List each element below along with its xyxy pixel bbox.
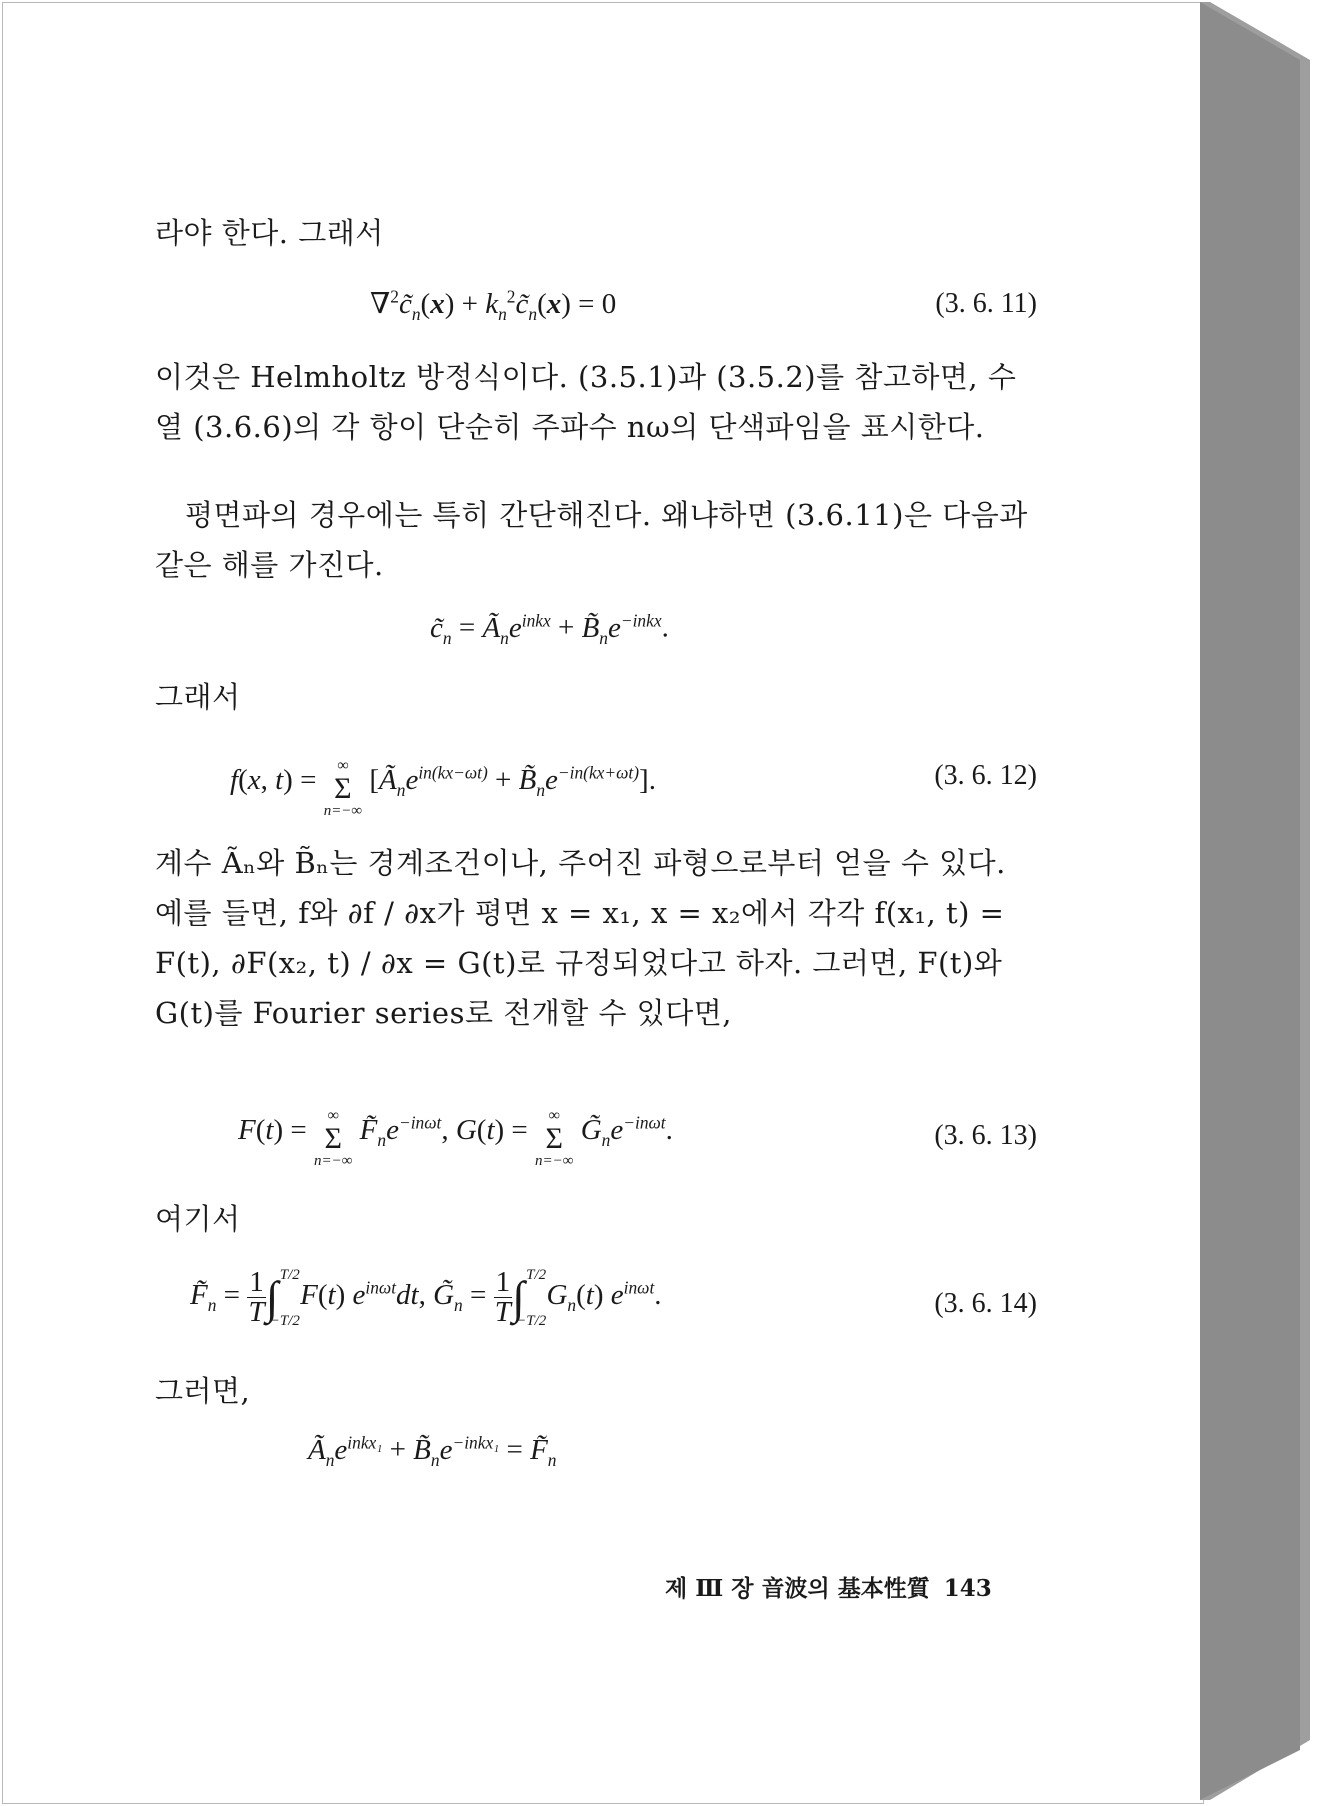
- equation-plane-wave: $c̃_n$ = $Ã_ne^{inkx}$ + $B̃_ne^{-inkx}$.: [430, 610, 669, 648]
- paragraph-6: 여기서: [155, 1202, 241, 1236]
- equation-3-6-11: $\nabla^2c̃_n(x)$ + $k_n^2c̃_n(x) = 0$: [370, 286, 617, 324]
- paragraph-3: 평면파의 경우에는 특히 간단해진다. 왜냐하면 (3.6.11)은 다음과 같은 해를 가진다.: [155, 498, 1028, 582]
- paragraph-4: 그래서: [155, 680, 241, 714]
- paragraph-7: 그러면,: [155, 1374, 251, 1408]
- equation-3-6-13: F(t) = ∞ Σ n=−∞ $F̃_ne^{-in\omega t}$, G(t) = ∞ Σ n=−∞ $G̃_ne^{-in\omega t}$.: [238, 1107, 673, 1169]
- paragraph-1: 라야 한다. 그래서: [155, 216, 384, 250]
- equation-boundary: $Ã_ne^{inkx_1}$ + $B̃_ne^{-inkx_1}$ = $F̃_n$: [308, 1432, 557, 1470]
- equation-number-3-6-11: (3. 6. 11): [935, 288, 1037, 319]
- chapter-title: 제 Ⅲ 장 音波의 基本性質: [665, 1575, 930, 1602]
- equation-3-6-12: f(x, t) = ∞ Σ n=−∞ [$Ã_ne^{in(kx-\omega t)}$ + $B̃_ne^{-in(kx+\omega t)}$].: [230, 757, 656, 819]
- equation-3-6-14: $F̃_n$ = $\frac{1}{T}$ ∫ T/2 −T/2 F(t) $e^{in\omega t}dt$, $G̃_n$ = $\frac{1}{T}$ ∫ T/2 −T/2 $G_n(t)$ $e^{in\omega t}$.: [190, 1266, 662, 1329]
- page-number: 143: [943, 1575, 992, 1602]
- equation-number-3-6-12: (3. 6. 12): [934, 760, 1037, 791]
- page-footer: [665, 1570, 992, 1603]
- paragraph-2: 이것은 Helmholtz 방정식이다. (3.5.1)과 (3.5.2)를 참고하면, 수열 (3.6.6)의 각 항이 단순히 주파수 nω의 단색파임을 표시한다.: [155, 360, 1017, 444]
- equation-number-3-6-14: (3. 6. 14): [934, 1288, 1037, 1319]
- equation-number-3-6-13: (3. 6. 13): [934, 1120, 1037, 1151]
- paragraph-5: 계수 Ãₙ와 B̃ₙ는 경계조건이나, 주어진 파형으로부터 얻을 수 있다. 예를 들면, f와 ∂f / ∂x가 평면 x = x₁, x = x₂에서 각각 f(x₁, t) = F(t), ∂F(x₂, t) / ∂x = G(t)로 규정되었다고 하자. 그러면, F(t)와 G(t)를 Fourier series로 전개할 수 있다면,: [155, 846, 1006, 1030]
